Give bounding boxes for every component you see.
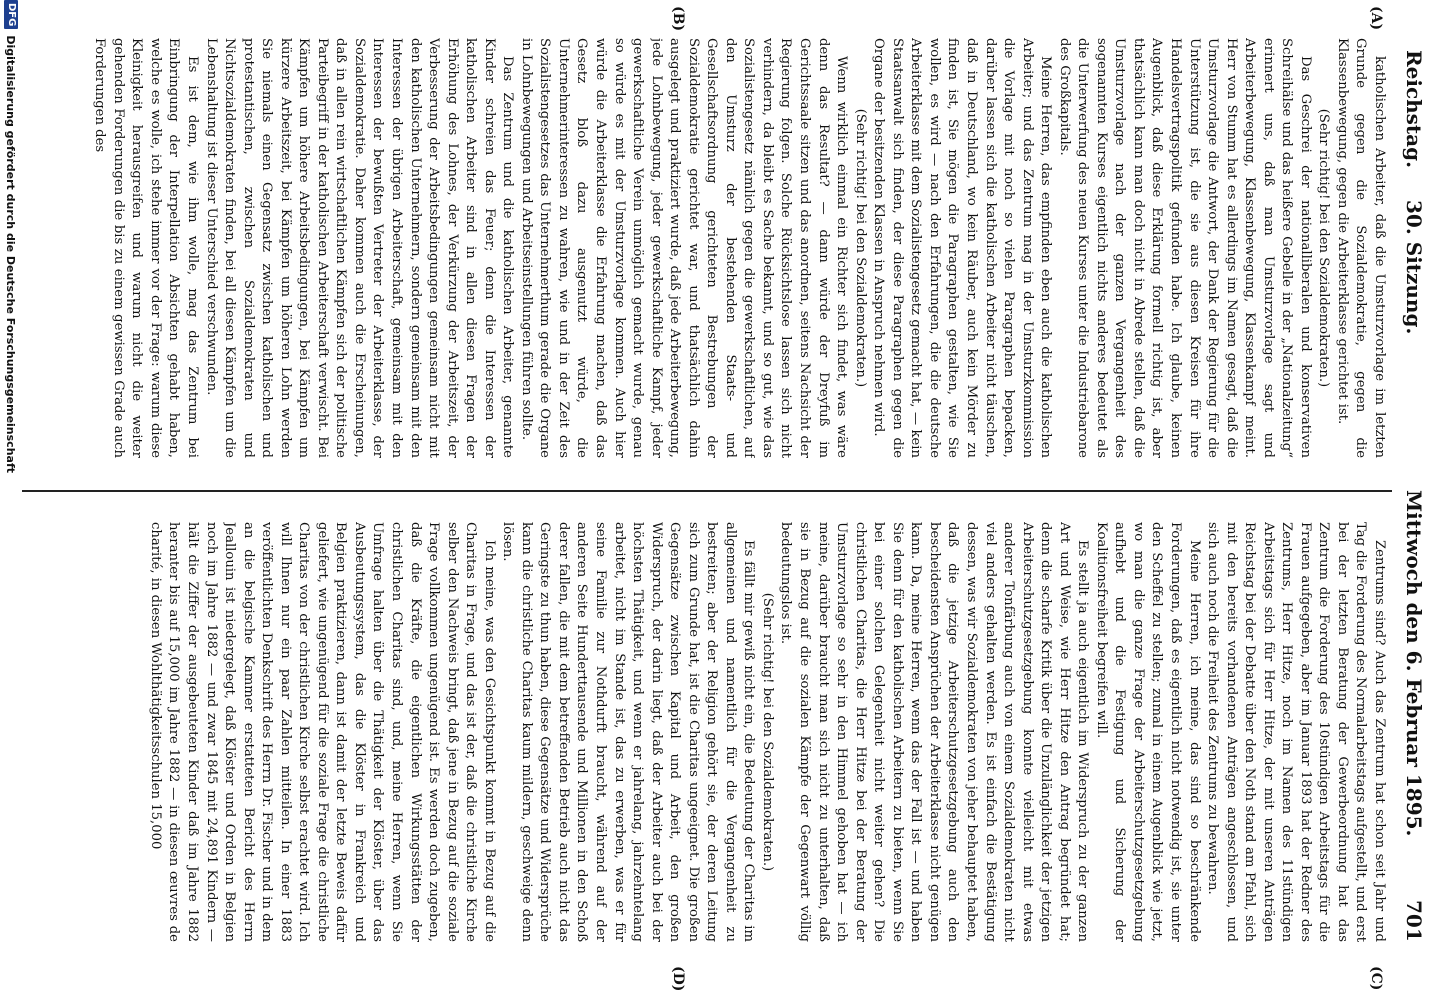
margin-mark-d: (D) [670,966,686,992]
paragraph: Meine Herren, ich meine, das sind so beschränkende Forderungen, daß es eigentlich nicht notwendig ist, sie unter den Scheffel zu stellen; zumal in einem Augenblick wie jetzt, wo man die ganze Frage der Arbeiterschutzgesetzgebung aufhebt und die Festigung und Sicherung der Koalitionsfreiheit begreifen will. [1093,522,1202,942]
page-header [1400,50,1426,950]
margin-mark-b: (B) [670,6,686,32]
text-column-left [28,38,1388,458]
paragraph: katholischen Arbeiter, daß die Umsturzvorlage im letzten Grunde gegen die Sozialdemokratie, gegen die Klassenbewegung, gegen die Arbeiterklasse gerichtet ist. [1334,38,1387,458]
funding-footer [0,0,22,1000]
dfg-logo: DFG [4,0,18,29]
paragraph: Es ist dem, wie ihm wolle, mag das Zentrum bei Einbringung der Interpellation Absichten gehabt haben, welche es wolle, ich stehe immer vor der Frage: warum diese Kleinigkeit herausgreifen und warum nicht die weiter gehenden Forderungen die bis zu einem gewissen Grade auch Forderungen des [92,38,200,458]
margin-mark-c: (C) [1368,966,1384,991]
column-divider [22,490,1392,492]
applause-note: (Sehr richtig! bei den Sozialdemokraten.) [1316,108,1332,388]
paragraph: Wenn wirklich einmal ein Richter sich findet, was wäre denn das Resultat? — dann würde der Dreyfuß im Gerichtssaale sitzen und das anordnen, seitens Nachsicht der Regierung folgen. Solche Rücksichtslose lassen sich nicht verhindern, da bleibt es Sache bekannt, und so gut, wie das Sozialistengesetz nämlich gegen die gewerkschaftlichen, auf den Umsturz der bestehenden Staats- und Gesellschaftsordnung gerichteten Bestrebungen der Sozialdemokratie gerichtet war, und thatsächlich dahin ausgelegt und praktiziert wurde, daß jede Arbeiterbewegung, jede Lohnbewegung, jeder gewerkschaftliche Kampf, jeder gewerkschaftliche Verein unmöglich gemacht wurde, genau so würde es mit der Umsturzvorlage kommen. Auch hier würde die Arbeiterklasse die Erfahrung machen, daß das Gesetz bloß dazu ausgenutzt würde, die Unternehmerinteressen zu wahren, wie und in der Zeit des Sozialistengesetzes das Unternehmerthum gerade die Organe in Lohnbewegungen und Arbeitseinstellungen führen sollte. [518,38,850,458]
paragraph: Zentrums sind? Auch das Zentrum hat schon seit Jahr und Tag die Forderung des Normalarbeitstags aufgestellt, und erst bei der letzten Beratung der Gewerbeordnung hat das Zentrum die Forderung des 10stündigen Arbeitstags für die Frauen aufgegeben, aber im Januar 1893 hat der Redner des Zentrums, Herr Hitze, noch im Namen des 11stündigen Arbeitstags sich für Herr Hitze, der mit unseren Anträgen Reichstag bei der Debatte über den Noth stand am Pfahl, sich mit den bereits vorhandenen Anträgen angeschlossen, und sich auch noch die Freiheit des Zentrums zu bewahren. [1205,522,1387,942]
header-date: Mittwoch den 6. Februar 1895. [1402,490,1426,837]
text-column-right [28,522,1388,942]
margin-mark-a: (A) [1368,6,1384,31]
paragraph: Das Zentrum und die katholischen Arbeiter, genannte Kinder schreien das Feuer; denn die Interessen der katholischen Arbeiter sind in allen diesen Fragen der Erhöhung des Lohnes, der Verkürzung der Arbeitszeit, der Verbesserung der Arbeitsbedingungen gemeinsam nicht mit den katholischen Unternehmern, sondern gemeinsam mit den Interessen der übrigen Arbeiterschaft, gemeinsam mit den Interessen der bewußten Vertreter der Arbeiterklasse, der Sozialdemokratie. Daher kommen auch die Erscheinungen, daß in allen rein wirtschaftlichen Kämpfen sich der politische Parteibegriff in der katholischen Arbeiterschaft verwischt. Bei Kämpfen um höhere Arbeitsbedingungen, bei Kämpfen um kürzere Arbeitszeit, bei Kämpfen um höheren Lohn werden Sie niemals einen Gegensatz zwischen katholischen und protestantischen, zwischen Sozialdemokraten und Nichtsozialdemokraten finden, bei all diesen Kämpfen um die Lebenshaltung ist dieser Unterschied verschwunden. [203,38,516,458]
header-title: Reichstag. [1402,50,1426,169]
paragraph: Es fällt mir gewiß nicht ein, die Bedeutung der Charitas im allgemeinen und namentlich für die Vergangenheit zu bestreiten; aber der Religion gehört sie, der deren Leitung sich zum Grunde hat, ist die Charitas ungeeignet. Die großen Gegensätze zwischen Kapital und Arbeit, den großen Widerspruch, der darin liegt, daß der Arbeiter auch bei der höchsten Thätigkeit, und wenn er jahrelang, jahrzehntelang arbeitet, nicht im Stande ist, das zu erwerben, was er für seine Familie zur Nothdurft braucht, während auf der anderen Seite Hunderttausende und Millionen in den Schoß derer fallen, die mit dem betreffenden Betrieb auch nicht das Geringste zu thun haben, diese Gegensätze und Widersprüche kann die christliche Charitas kaum mildern, geschweige denn lösen. [500,522,757,942]
paragraph: Ich meine, was den Gesichtspunkt kommt in Bezug auf die Charitas in Frage, und das ist der, daß die christliche Kirche selber den Nachweis bringt, daß jene in Bezug auf die soziale Frage vollkommen ungenügend ist. Es werden doch zugeben, daß die Kräfte, die eigentlichen Wirkungsstätten der christlichen Charitas sind, und, meine Herren, wenn Sie Umfrage halten über die Thätigkeit der Klöster, über das Ausbeutungssystem, das die Klöster in Frankreich und Belgien praktizieren, dann ist damit der letzte Beweis dafür geliefert, wie ungenügend für die soziale Frage die christliche Charitas von der christlichen Kirche selbst erachtet wird. Ich will Ihnen nur ein paar Zahlen mitteilen. In einer 1883 veröffentlichten Denkschrift des Herrn Dr. Fischer und in dem an die belgische Kammer erstatteten Bericht des Herrn Jeallouin ist niedergelegt, daß Klöster und Orden in Belgien noch im Jahre 1882 — und zwar 1845 mit 24,891 Kindern — hält die Ziffer der ausgebeuteten Kinder daß im Jahre 1882 heranter bis auf 15,000 im Jahre 1882 — in diesen œuvres de charité, in diesen Wohlthätigkeitsschulen 15,000 [147,522,497,942]
footer-text: Digitalisierung gefördert durch die Deutsche Forschungsgemeinschaft [4,35,18,474]
paragraph: Es stellt ja auch eigentlich im Widerspruch zu der ganzen Art und Weise, wie Herr Hitze den Antrag begründet hat; denn die scharfe Kritik über die Unzulänglichkeit der jetzigen Arbeiterschutzgesetzgebung konnte vielleicht mit etwas anderer Tonfärbung auch von einem Sozialdemokraten nicht viel anders gehalten werden. Es ist einfach die Bestätigung dessen, was wir Sozialdemokraten von jeher behauptet haben, daß die jetzige Arbeiterschutzgesetzgebung auch den bescheidensten Ansprüchen der Arbeiterklasse nicht genügen kann. Da, meine Herren, wenn das der Fall ist — und haben Sie denn für den katholischen Arbeitern zu bieten, wenn Sie bei einer solchen Gelegenheit nicht weiter gehen? Die christlichen Charitas, die Herr Hitze bei der Beratung der Umsturzvorlage so sehr in den Himmel gehoben hat — ich meine, darüber braucht man sich nicht zu unterhalten, daß sie in Bezug auf die sozialen Kämpfe der Gegenwart völlig bedeutungslos ist. [778,522,1091,942]
paragraph: Meine Herren, das empfinden eben auch die katholischen Arbeiter; und das Zentrum mag in der Umsturzkommission die Vorlage mit noch so vielen Paragraphen bepacken, darüber lassen sich die katholischen Arbeiter nicht täuschen, daß in Deutschland, wo kein Räuber, auch kein Mörder zu finden ist, Sie mögen die Paragraphen gestalten, wie Sie wollen, es wird — nach den Erfahrungen, die die deutsche Arbeiterklasse mit dem Sozialistengesetz gemacht hat, — kein Staatsanwalt sich finden, der diese Paragraphen gegen die Organe der besitzenden Klassen in Anspruch nehmen wird. [871,38,1054,458]
applause-note: (Sehr richtig! bei den Sozialdemokraten.) [759,592,775,872]
paragraph: Das Geschrei der nationalliberalen und konservativen Schreihälse und das heißere Gebelle in der „Nationalzeitung“ erinnert uns, daß man Umsturzvorlage sagt und Arbeiterbewegung, Klassenbewegung, Klassenkampf meint. Herr von Stumm hat es allerdings im Namen gesagt, daß die Umsturzvorlage die Antwort, der Dank der Regierung für die Unterstützung ist, die sie aus diesen Kreisen für ihre Handelsvertragspolitik gefunden habe. Ich glaube, keinen Augenblick, daß diese Erklärung formell richtig ist, aber thatsächlich kann man doch nicht in Abrede stellen, daß die Umsturzvorlage nach der ganzen Vergangenheit des sogenannten Kurses eigentlich nichts anderes bedeutet als die Unterwerfung des neuen Kurses unter die Industriebarone des Großkapitals. [1056,38,1313,458]
applause-note: (Sehr richtig! bei den Sozialdemokraten.) [852,108,868,388]
header-session: 30. Sitzung. [1402,200,1426,335]
page-number: 701 [1402,900,1426,942]
